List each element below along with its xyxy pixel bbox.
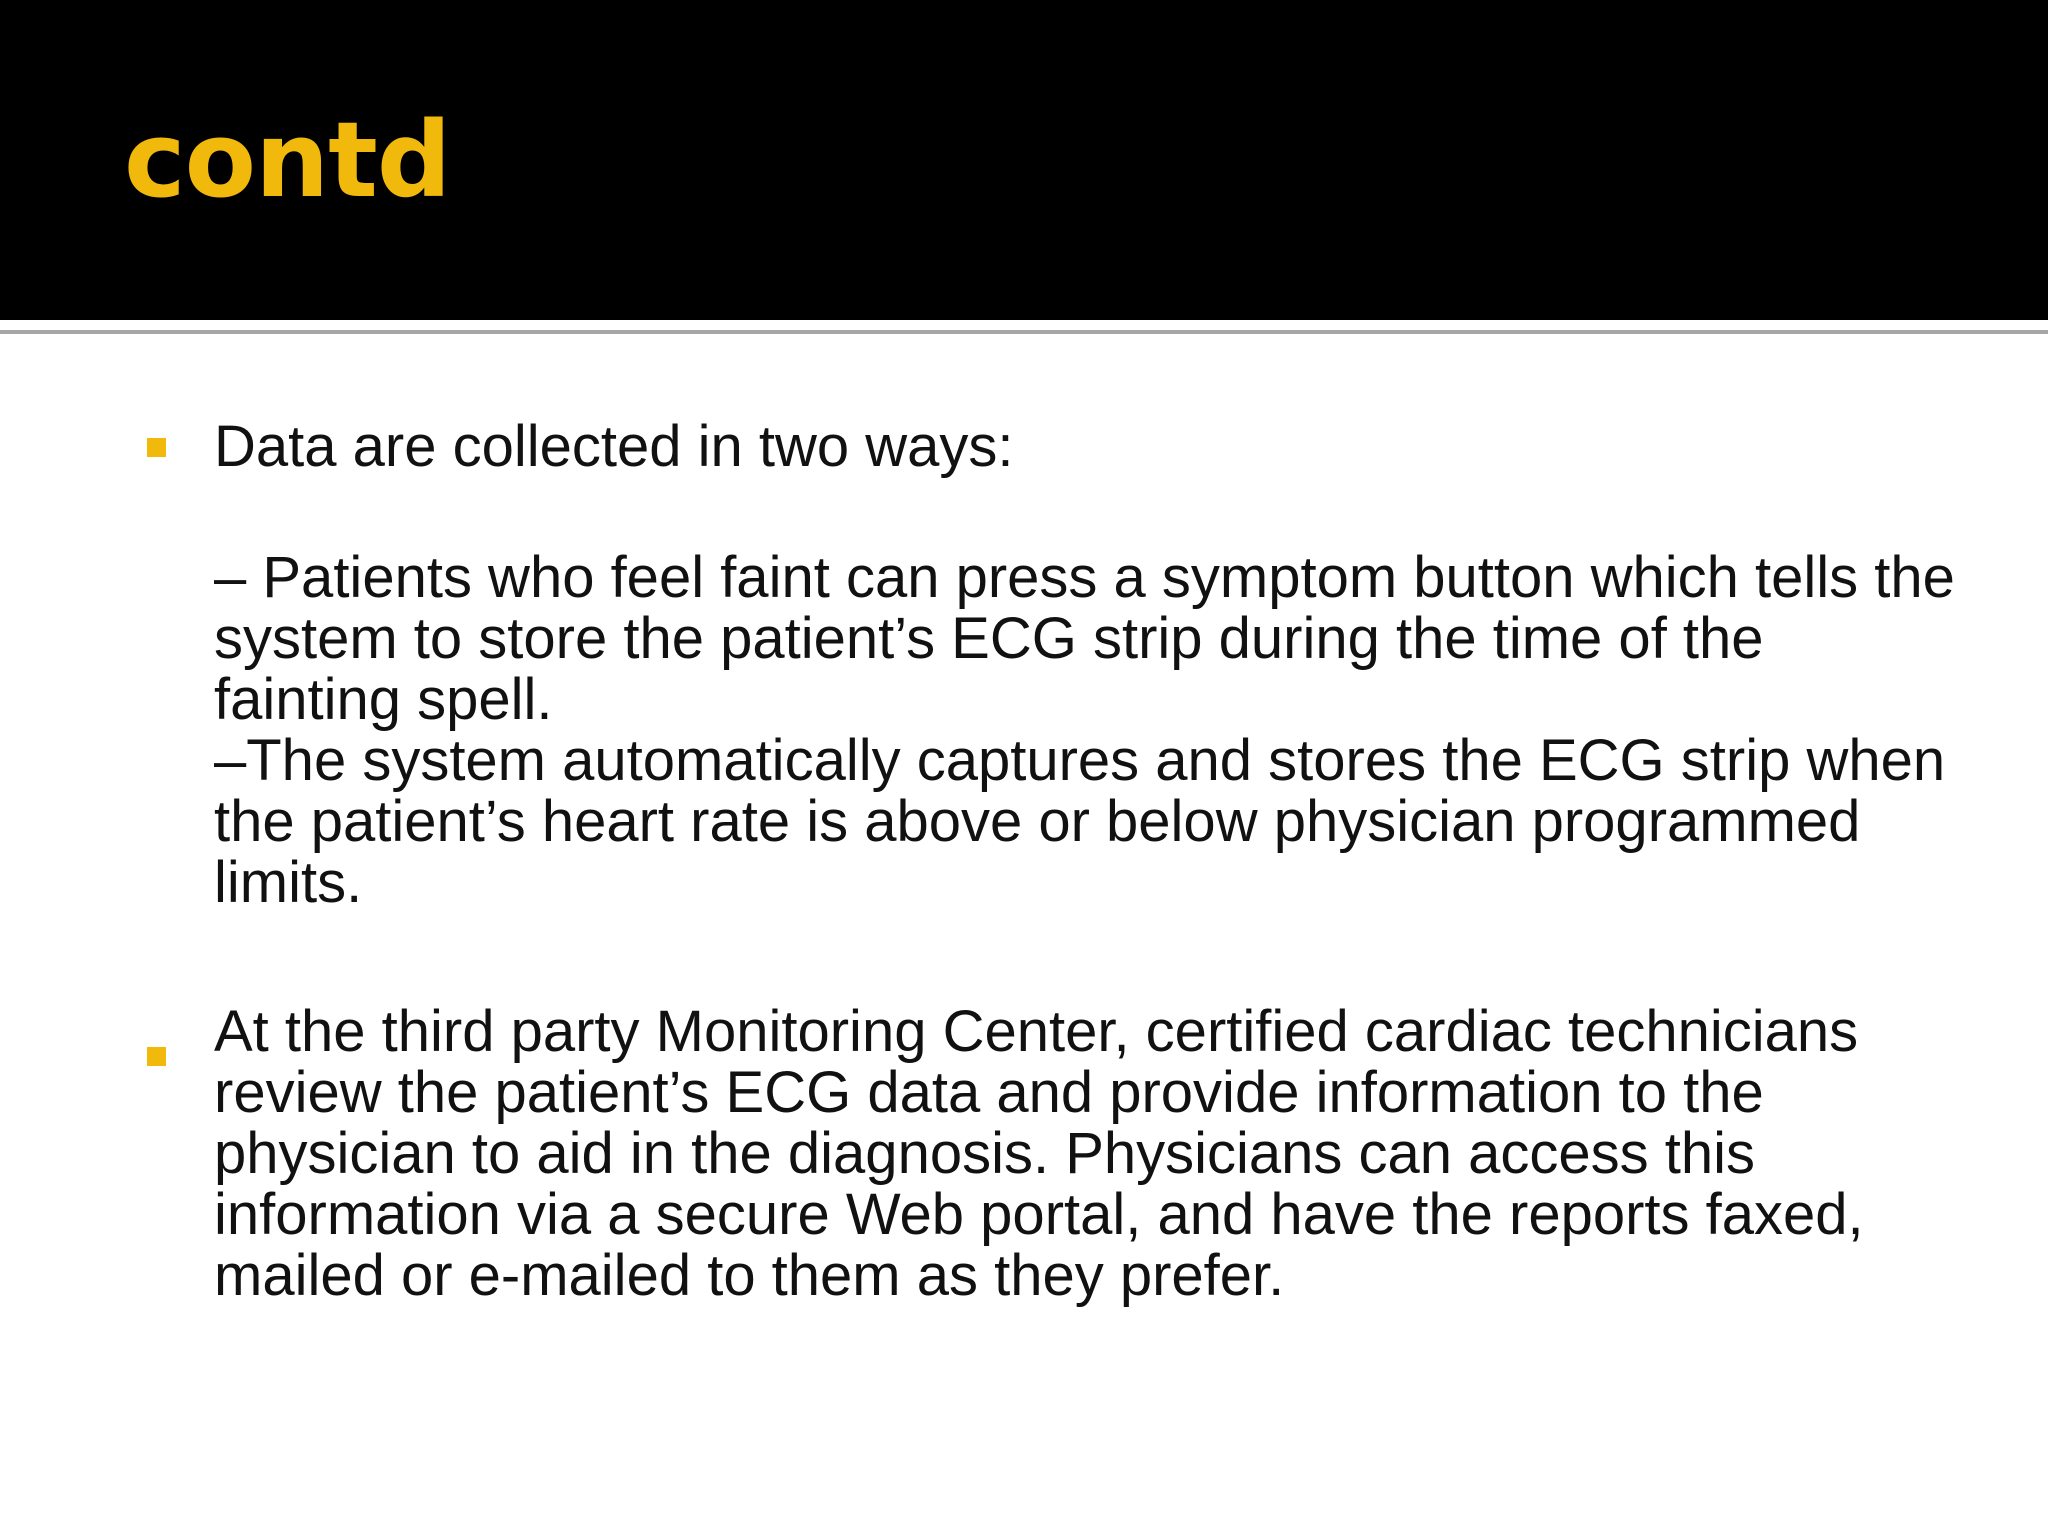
sub-point-symptom-button: – Patients who feel faint can press a symptom button which tells the system to store the patient’s ECG strip during the time of the fainting spell. [214, 545, 1955, 732]
sub-point-automatic-capture: –The system automatically captures and stores the ECG strip when the patient’s heart rate is above or below physician programmed limits. [214, 728, 1946, 915]
bullet-item-monitoring-center [0, 1001, 2048, 1306]
slide-title: contd [124, 99, 451, 221]
square-bullet-icon [147, 1047, 166, 1066]
bullet-text: At the third party Monitoring Center, certified cardiac technicians review the patient’s ECG data and provide information to the physician to aid in the diagnosis. Physicians can access this information via a secure Web portal, and have the reports faxed, mailed or e-mailed to them as they prefer. [214, 999, 1864, 1308]
title-bar-divider-gray [0, 330, 2048, 334]
square-bullet-icon [147, 438, 166, 457]
bullet-item-data-collection [0, 400, 2048, 913]
slide-body [0, 400, 2048, 1306]
bullet-text: Data are collected in two ways: [214, 414, 1014, 479]
title-bar-divider-white [0, 320, 2048, 330]
